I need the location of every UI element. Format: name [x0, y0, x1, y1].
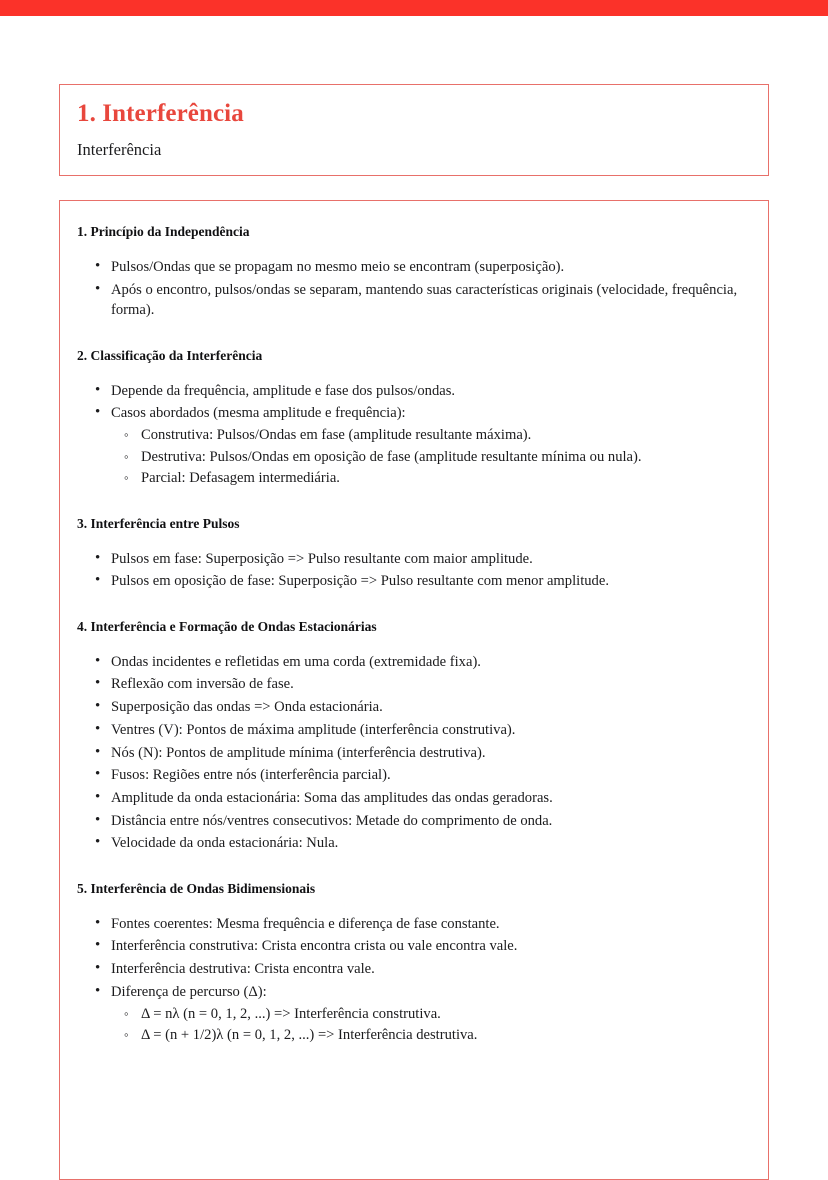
content-section [77, 618, 751, 854]
list-item-text: • Superposição das ondas => Onda estacionária. [111, 697, 751, 718]
list-item-text: • Diferença de percurso (Δ): [111, 982, 751, 1003]
sub-list-item-text: ◦ Δ = nλ (n = 0, 1, 2, ...) => Interferência construtiva. [141, 1004, 751, 1025]
list-item-text: • Pulsos em oposição de fase: Superposição => Pulso resultante com menor amplitude. [111, 571, 751, 592]
list-item [111, 381, 751, 402]
list-item-text: • Interferência destrutiva: Crista encontra vale. [111, 959, 751, 980]
content-card [59, 200, 769, 1180]
sub-list-item-text: ◦ Construtiva: Pulsos/Ondas em fase (amplitude resultante máxima). [141, 425, 751, 446]
list-item [111, 811, 751, 832]
list-item-text: • Amplitude da onda estacionária: Soma das amplitudes das ondas geradoras. [111, 788, 751, 809]
content-section [77, 347, 751, 489]
list-item [111, 674, 751, 695]
list-item [111, 914, 751, 935]
title-card [59, 84, 769, 176]
sub-list-item [141, 468, 751, 489]
list-item [111, 959, 751, 980]
list-item [111, 403, 751, 489]
content-section [77, 880, 751, 1046]
sub-list-item-text: ◦ Parcial: Defasagem intermediária. [141, 468, 751, 489]
sub-list-item [141, 1004, 751, 1025]
sub-bullet-list [111, 1004, 751, 1046]
list-item [111, 280, 751, 321]
document-page [0, 16, 828, 1180]
sub-list-item-text: ◦ Δ = (n + 1/2)λ (n = 0, 1, 2, ...) => Interferência destrutiva. [141, 1025, 751, 1046]
sub-list-item [141, 447, 751, 468]
list-item-text: • Ventres (V): Pontos de máxima amplitude (interferência construtiva). [111, 720, 751, 741]
content-section [77, 223, 751, 321]
bullet-list [77, 914, 751, 1046]
list-item-text: • Velocidade da onda estacionária: Nula. [111, 833, 751, 854]
section-heading: 2. Classificação da Interferência [77, 348, 263, 363]
section-heading: 5. Interferência de Ondas Bidimensionais [77, 881, 316, 897]
list-item [111, 571, 751, 592]
sub-list-item-text: ◦ Destrutiva: Pulsos/Ondas em oposição de fase (amplitude resultante mínima ou nula). [141, 447, 751, 468]
list-item-text: • Fusos: Regiões entre nós (interferência parcial). [111, 765, 751, 786]
list-item [111, 765, 751, 786]
list-item-text: • Pulsos/Ondas que se propagam no mesmo meio se encontram (superposição). [111, 257, 751, 278]
section-heading: 1. Princípio da Independência [77, 224, 250, 240]
list-item [111, 936, 751, 957]
list-item-text: • Ondas incidentes e refletidas em uma corda (extremidade fixa). [111, 652, 751, 673]
page-title: 1. Interferência [77, 100, 244, 127]
sub-bullet-list [111, 425, 751, 489]
list-item [111, 697, 751, 718]
list-item-text: • Interferência construtiva: Crista encontra crista ou vale encontra vale. [111, 936, 751, 957]
list-item [111, 743, 751, 764]
list-item-text: • Depende da frequência, amplitude e fase dos pulsos/ondas. [111, 381, 751, 402]
list-item-text: • Casos abordados (mesma amplitude e frequência): [111, 403, 751, 424]
sub-list-item [141, 1025, 751, 1046]
bullet-list [77, 652, 751, 854]
list-item [111, 788, 751, 809]
bullet-list [77, 381, 751, 490]
list-item-text: • Nós (N): Pontos de amplitude mínima (interferência destrutiva). [111, 743, 751, 764]
list-item-text: • Após o encontro, pulsos/ondas se separam, mantendo suas características originais (velocidade, frequência, forma). [111, 280, 751, 321]
list-item [111, 549, 751, 570]
list-item [111, 982, 751, 1046]
list-item [111, 720, 751, 741]
content-section [77, 515, 751, 592]
bullet-list [77, 549, 751, 592]
section-heading: 3. Interferência entre Pulsos [77, 516, 240, 532]
list-item-text: • Distância entre nós/ventres consecutivos: Metade do comprimento de onda. [111, 811, 751, 832]
list-item-text: • Reflexão com inversão de fase. [111, 674, 751, 695]
list-item [111, 257, 751, 278]
sections-container [77, 223, 751, 1046]
sub-list-item [141, 425, 751, 446]
bullet-list [77, 257, 751, 321]
list-item-text: • Fontes coerentes: Mesma frequência e diferença de fase constante. [111, 914, 751, 935]
list-item [111, 652, 751, 673]
top-accent-bar [0, 0, 828, 16]
list-item [111, 833, 751, 854]
section-heading: 4. Interferência e Formação de Ondas Estacionárias [77, 619, 377, 635]
list-item-text: • Pulsos em fase: Superposição => Pulso resultante com maior amplitude. [111, 549, 751, 570]
page-subtitle: Interferência [77, 139, 162, 159]
